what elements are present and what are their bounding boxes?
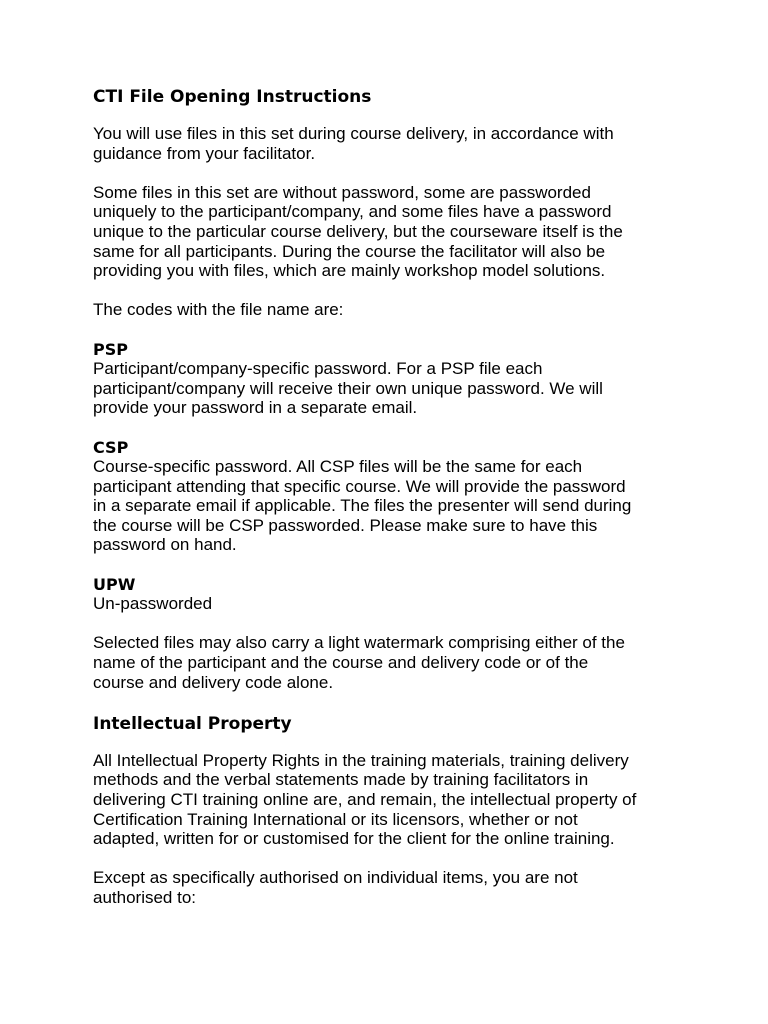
intro-paragraph	[93, 124, 683, 163]
except-line: Except as specifically authorised on individual items, you are not	[93, 868, 578, 888]
code-line: in a separate email if applicable. The files the presenter will send during	[93, 496, 632, 516]
code-description	[93, 457, 683, 555]
ip-line: Certification Training International or its licensors, whether or not	[93, 809, 578, 829]
password-line: providing you with files, which are mainly workshop model solutions.	[93, 261, 606, 281]
code-block-csp	[93, 438, 683, 556]
code-label: PSP	[93, 339, 128, 359]
code-line: Un-passworded	[93, 594, 213, 614]
code-line: provide your password in a separate email.	[93, 398, 418, 418]
code-block-upw	[93, 575, 683, 614]
watermark-paragraph	[93, 633, 683, 692]
code-block-psp	[93, 340, 683, 418]
document-page	[93, 85, 683, 927]
code-line: participant/company will receive their own unique password. We will	[93, 378, 603, 398]
password-line: same for all participants. During the course the facilitator will also be	[93, 241, 606, 261]
watermark-line: Selected files may also carry a light watermark comprising either of the	[93, 633, 625, 653]
code-line: the course will be CSP passworded. Please make sure to have this	[93, 515, 598, 535]
except-line: authorised to:	[93, 887, 197, 907]
code-line: Course-specific password. All CSP files will be the same for each	[93, 457, 583, 477]
code-description	[93, 359, 683, 418]
password-line: uniquely to the participant/company, and some files have a password	[93, 202, 612, 222]
password-line: unique to the particular course delivery, but the courseware itself is the	[93, 221, 623, 241]
ip-line: adapted, written for or customised for the client for the online training.	[93, 829, 615, 849]
intro-line: You will use files in this set during course delivery, in accordance with	[93, 124, 614, 143]
code-line: password on hand.	[93, 535, 237, 555]
watermark-line: course and delivery code alone.	[93, 672, 334, 692]
password-paragraph	[93, 183, 683, 281]
ip-line: methods and the verbal statements made by training facilitators in	[93, 770, 589, 790]
ip-line: delivering CTI training online are, and remain, the intellectual property of	[93, 790, 637, 809]
ip-heading: Intellectual Property	[93, 713, 292, 734]
code-line: participant attending that specific course. We will provide the password	[93, 476, 626, 496]
intro-line: guidance from your facilitator.	[93, 143, 316, 163]
code-label: UPW	[93, 574, 136, 594]
document-title: CTI File Opening Instructions	[93, 87, 372, 107]
watermark-line: name of the participant and the course and delivery code or of the	[93, 653, 589, 673]
code-line: Participant/company-specific password. For a PSP file each	[93, 359, 543, 379]
ip-line: All Intellectual Property Rights in the training materials, training delivery	[93, 750, 629, 770]
except-paragraph	[93, 868, 683, 907]
code-label: CSP	[93, 437, 129, 457]
codes-intro: The codes with the file name are:	[93, 300, 344, 320]
password-line: Some files in this set are without password, some are passworded	[93, 182, 591, 202]
ip-paragraph	[93, 751, 683, 849]
code-description	[93, 594, 683, 614]
